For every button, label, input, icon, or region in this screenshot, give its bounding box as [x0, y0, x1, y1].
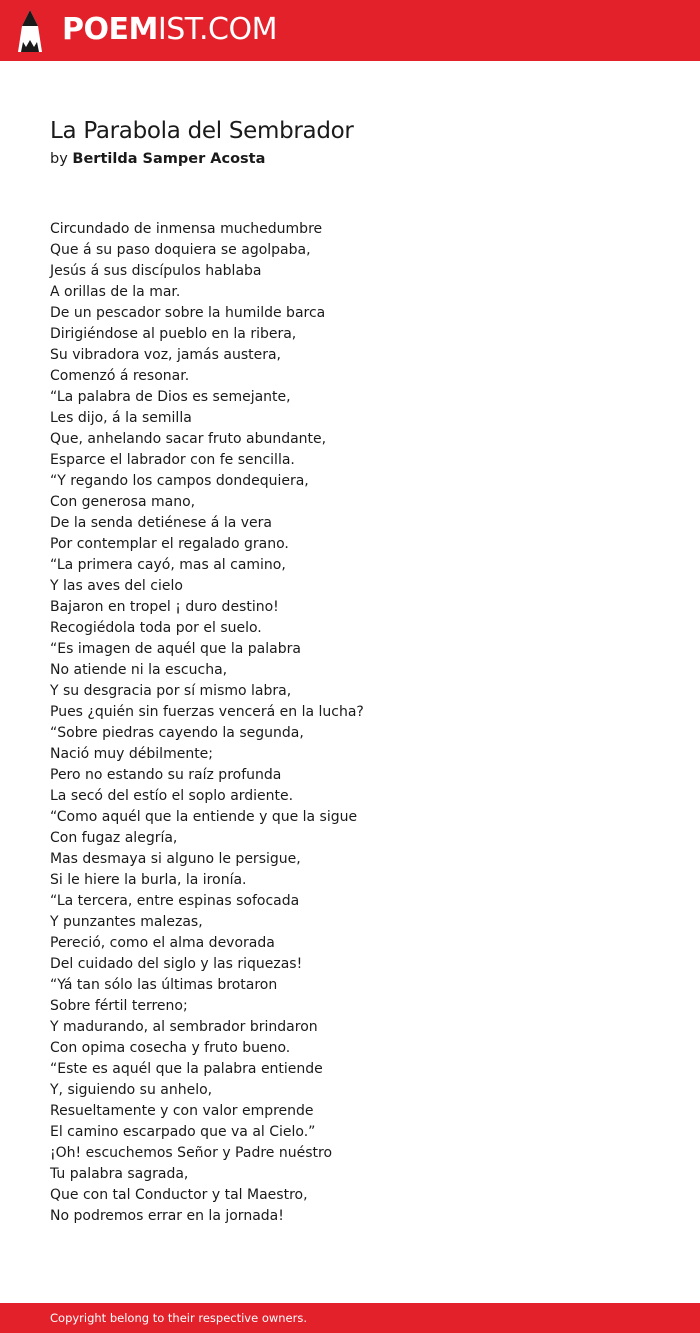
poem-line: “Es imagen de aquél que la palabra: [50, 641, 301, 657]
poem-line: Sobre fértil terreno;: [50, 998, 188, 1014]
poem-line: Tu palabra sagrada,: [50, 1166, 189, 1182]
poem-line: “Como aquél que la entiende y que la sigue: [50, 809, 358, 825]
poem-line: Que á su paso doquiera se agolpaba,: [50, 242, 311, 258]
poem-line: Con opima cosecha y fruto bueno.: [50, 1040, 291, 1056]
poem-line: A orillas de la mar.: [50, 284, 181, 300]
poem-line: Jesús á sus discípulos hablaba: [50, 263, 262, 279]
poem-line: De la senda detiénese á la vera: [50, 515, 272, 531]
by-label: by: [50, 151, 68, 167]
site-footer: [0, 1303, 700, 1333]
poem-line: “Y regando los campos dondequiera,: [50, 473, 309, 489]
poem-line: Del cuidado del siglo y las riquezas!: [50, 956, 303, 972]
poem-line: Por contemplar el regalado grano.: [50, 536, 289, 552]
poem-line: “Yá tan sólo las últimas brotaron: [50, 977, 278, 993]
poem-line: Mas desmaya si alguno le persigue,: [50, 851, 301, 867]
poem-title: La Parabola del Sembrador: [50, 118, 354, 144]
poem-line: Comenzó á resonar.: [50, 368, 190, 384]
poem-line: Y las aves del cielo: [50, 578, 183, 594]
poem-line: Con fugaz alegría,: [50, 830, 178, 846]
brand-light: IST.COM: [157, 12, 277, 47]
poem-line: Pues ¿quién sin fuerzas vencerá en la lucha?: [50, 704, 364, 720]
poem-line: Nació muy débilmente;: [50, 746, 214, 762]
poem-line: Pereció, como el alma devorada: [50, 935, 275, 951]
poem-line: Que, anhelando sacar fruto abundante,: [50, 431, 327, 447]
poem-line: “La tercera, entre espinas sofocada: [50, 893, 300, 909]
poem-line: De un pescador sobre la humilde barca: [50, 305, 326, 321]
poem-line: “Sobre piedras cayendo la segunda,: [50, 725, 304, 741]
poem-line: Y, siguiendo su anhelo,: [50, 1082, 213, 1098]
poem-line: Esparce el labrador con fe sencilla.: [50, 452, 295, 468]
poem-line: No podremos errar en la jornada!: [50, 1208, 284, 1224]
site-logo[interactable]: [62, 12, 277, 48]
poem-body: [50, 219, 364, 1227]
poem-line: Circundado de inmensa muchedumbre: [50, 221, 323, 237]
poem-line: Con generosa mano,: [50, 494, 196, 510]
poem-line: ¡Oh! escuchemos Señor y Padre nuéstro: [50, 1145, 333, 1161]
byline: [50, 149, 265, 169]
poem-line: Que con tal Conductor y tal Maestro,: [50, 1187, 308, 1203]
poem-line: Y su desgracia por sí mismo labra,: [50, 683, 292, 699]
poem-line: Pero no estando su raíz profunda: [50, 767, 282, 783]
poem-line: Su vibradora voz, jamás austera,: [50, 347, 282, 363]
poem-line: “La palabra de Dios es semejante,: [50, 389, 291, 405]
poem-line: “Este es aquél que la palabra entiende: [50, 1061, 323, 1077]
author-name: Bertilda Samper Acosta: [72, 151, 266, 167]
poem-line: Resueltamente y con valor emprende: [50, 1103, 314, 1119]
site-header: [0, 0, 700, 61]
poem-line: Bajaron en tropel ¡ duro destino!: [50, 599, 279, 615]
copyright-text: Copyright belong to their respective owners.: [50, 1311, 308, 1325]
poem-line: “La primera cayó, mas al camino,: [50, 557, 286, 573]
poem-line: Y madurando, al sembrador brindaron: [50, 1019, 318, 1035]
poem-line: Recogiédola toda por el suelo.: [50, 620, 262, 636]
poem-line: No atiende ni la escucha,: [50, 662, 228, 678]
poem-line: El camino escarpado que va al Cielo.”: [50, 1124, 316, 1140]
poem-line: La secó del estío el soplo ardiente.: [50, 788, 294, 804]
poem-line: Y punzantes malezas,: [50, 914, 203, 930]
poem-line: Dirigiéndose al pueblo en la ribera,: [50, 326, 297, 342]
brand-bold: POEM: [62, 12, 158, 47]
poem-line: Si le hiere la burla, la ironía.: [50, 872, 247, 888]
pencil-icon[interactable]: [17, 9, 43, 53]
poem-line: Les dijo, á la semilla: [50, 410, 192, 426]
